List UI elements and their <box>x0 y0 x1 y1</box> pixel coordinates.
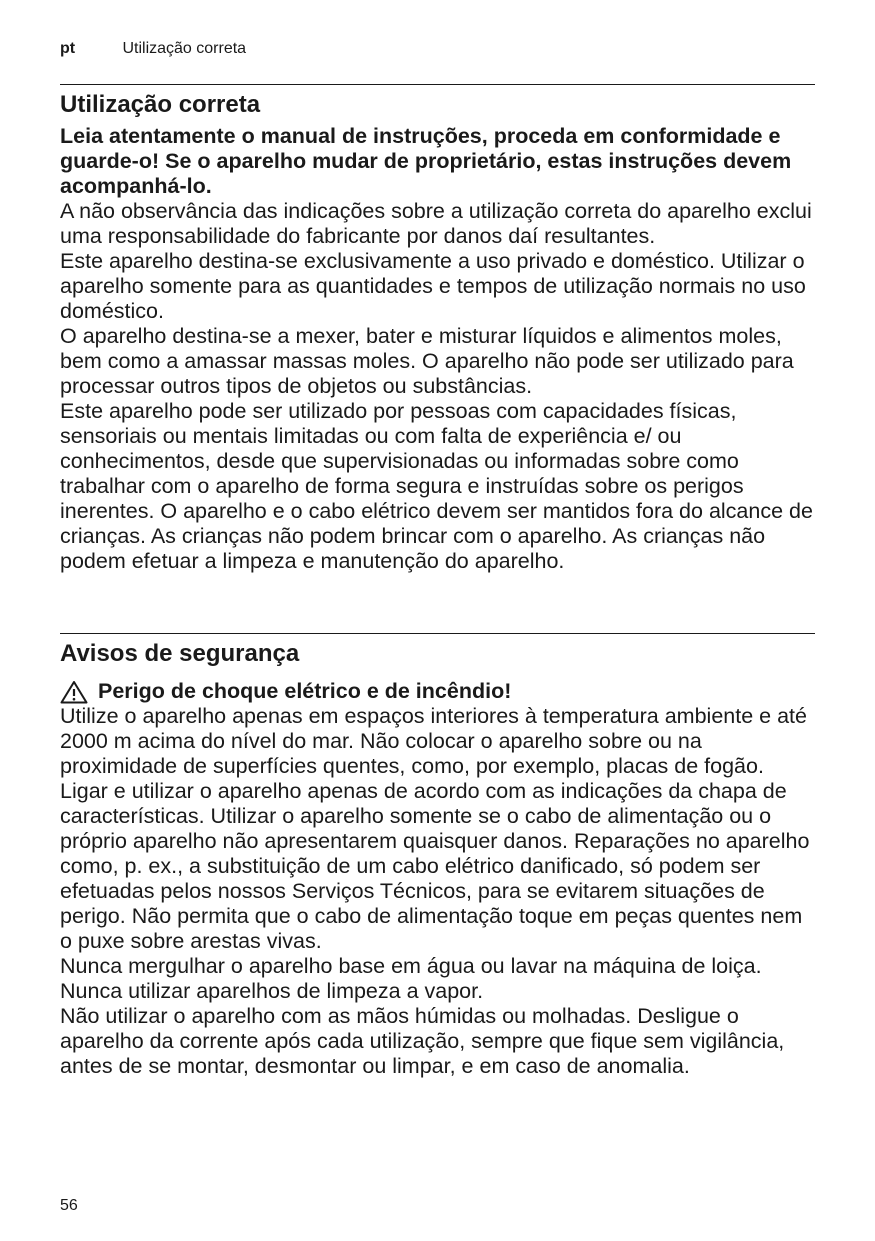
lead-paragraph: Leia atentamente o manual de instruções, proceda em conformidade e guarde-o! Se o aparelho mudar de proprietário, estas instruções devem acompanhá-lo. <box>60 124 792 198</box>
warning-text: Perigo de choque elétrico e de incêndio! <box>98 679 512 703</box>
body-paragraph: Não utilizar o aparelho com as mãos húmidas ou molhadas. Desligue o aparelho da corrente após cada utilização, sempre que fique sem vigilância, antes de se montar, desmontar ou limpar, e em caso de anomalia. <box>60 1004 785 1078</box>
warning-heading <box>60 679 820 704</box>
body-paragraph: A não observância das indicações sobre a utilização correta do aparelho exclui uma responsabilidade do fabricante por danos daí resultantes. <box>60 199 812 248</box>
body-paragraph: Nunca mergulhar o aparelho base em água ou lavar na máquina de loiça. Nunca utilizar aparelhos de limpeza a vapor. <box>60 954 762 1003</box>
body-paragraph: Este aparelho destina-se exclusivamente a uso privado e doméstico. Utilizar o aparelho somente para as quantidades e tempos de utilização normais no uso doméstico. <box>60 249 806 323</box>
body-paragraph: Ligar e utilizar o aparelho apenas de acordo com as indicações da chapa de características. Utilizar o aparelho somente se o cabo de alimentação ou o próprio aparelho não apresentarem quaisquer danos. Reparações no aparelho como, p. ex., a substituição de um cabo elétrico danificado, só podem ser efetuadas pelos nossos Serviços Técnicos, para se evitarem situações de perigo. Não permita que o cabo de alimentação toque em peças quentes nem o puxe sobre arestas vivas. <box>60 779 810 953</box>
header-section-title: Utilização correta <box>122 40 247 57</box>
section-correct-use <box>60 90 820 574</box>
header-divider <box>60 84 815 85</box>
body-paragraph: Utilize o aparelho apenas em espaços interiores à temperatura ambiente e até 2000 m acima do nível do mar. Não colocar o aparelho sobre ou na proximidade de superfícies quentes, como, por exemplo, placas de fogão. <box>60 704 807 778</box>
warning-triangle-icon <box>60 680 88 704</box>
section-divider <box>60 633 815 634</box>
page-header <box>60 40 246 58</box>
body-paragraph: Este aparelho pode ser utilizado por pessoas com capacidades físicas, sensoriais ou mentais limitadas ou com falta de experiência e/ ou conhecimentos, desde que supervisionadas ou informadas sobre como trabalhar com o aparelho de forma segura e instruídas sobre os perigos inerentes. O aparelho e o cabo elétrico devem ser mantidos fora do alcance de crianças. As crianças não podem brincar com o aparelho. As crianças não podem efetuar a limpeza e manutenção do aparelho. <box>60 399 813 573</box>
body-paragraph: O aparelho destina-se a mexer, bater e misturar líquidos e alimentos moles, bem como a amassar massas moles. O aparelho não pode ser utilizado para processar outros tipos de objetos ou substâncias. <box>60 324 794 398</box>
page-number: 56 <box>60 1197 78 1214</box>
section-title: Utilização correta <box>60 91 261 118</box>
language-code: pt <box>60 40 76 57</box>
section-safety-warnings <box>60 639 820 1079</box>
section-title: Avisos de segurança <box>60 640 300 667</box>
